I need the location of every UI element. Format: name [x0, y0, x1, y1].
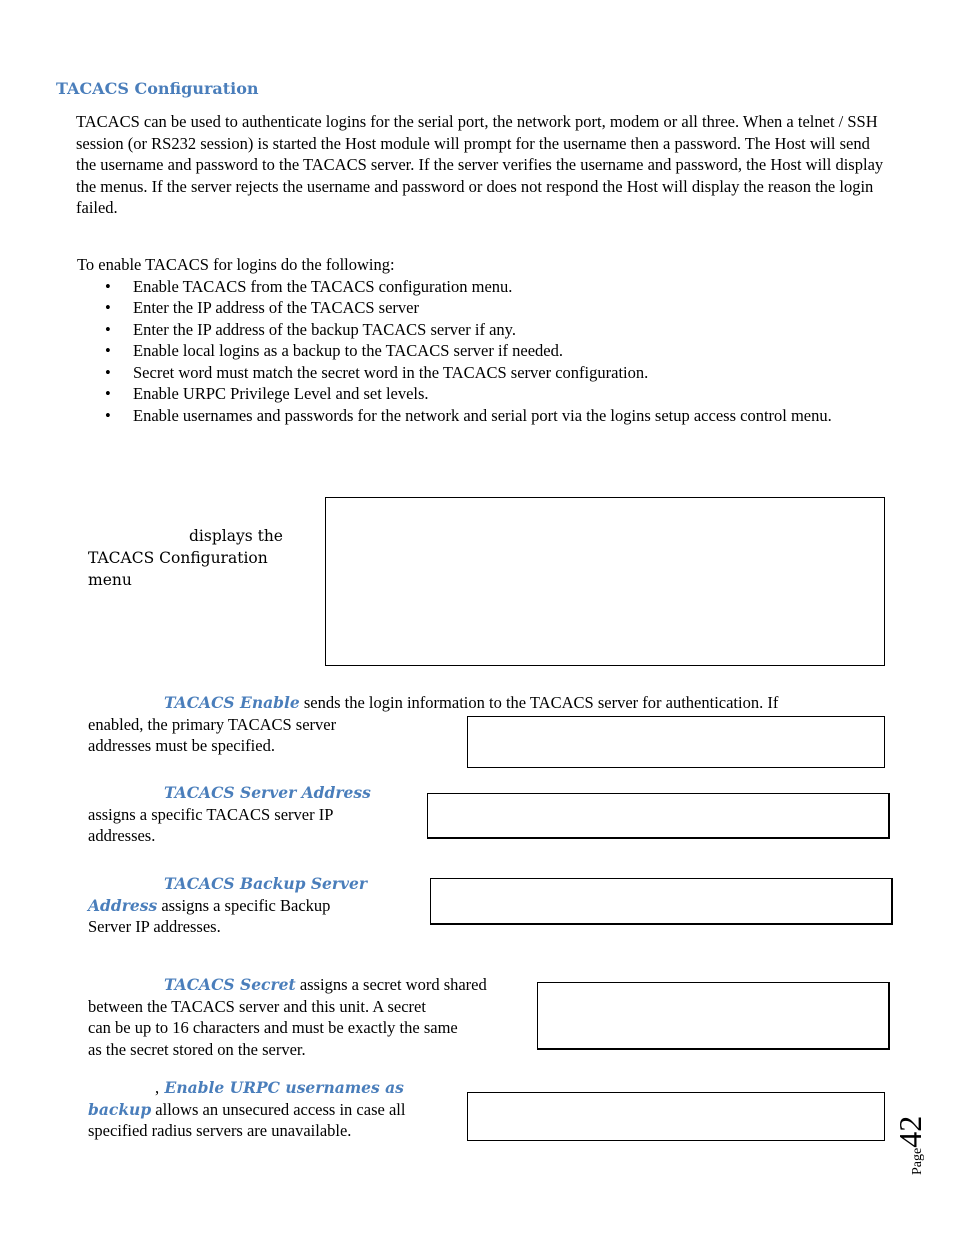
list-item: • Enter the IP address of the backup TACACS server if any. [105, 319, 516, 339]
backup-server-image-frame [430, 878, 893, 925]
menu-image-frame [325, 497, 885, 666]
urpc-backup-description: , Enable URPC usernames as backup allows an unsecured access in case all specified radius servers are unavailable. [88, 1078, 406, 1140]
secret-description: TACACS Secret assigns a secret word shared between the TACACS server and this unit. A secret can be up to 16 characters and must be exactly the same as the secret stored on the server. [88, 975, 487, 1059]
enable-intro-text: To enable TACACS for logins do the following: [77, 255, 395, 274]
page-number [892, 1095, 940, 1175]
secret-image-frame [537, 982, 890, 1050]
server-address-description: TACACS Server Address assigns a specific TACACS server IP addresses. [88, 783, 371, 845]
bullet: • [105, 341, 111, 360]
list-item: • Enable TACACS from the TACACS configuration menu. [105, 276, 513, 296]
urpc-backup-term: Enable URPC usernames as [159, 1078, 404, 1097]
urpc-backup-image-frame [467, 1092, 885, 1141]
bullet: • [105, 405, 111, 425]
list-item: • Secret word must match the secret word in the TACACS server configuration. [105, 362, 649, 382]
enable-instructions [77, 254, 877, 426]
enable-image-frame [467, 716, 885, 768]
server-address-image-frame [427, 793, 890, 839]
page-word: Page [910, 1147, 925, 1175]
enable-description: TACACS Enable sends the login information to the TACACS server for authentication. If enabled, the primary TACACS server addresses must be specified. [88, 693, 779, 755]
list-item: • Enable local logins as a backup to the TACACS server if needed. [105, 341, 564, 360]
steps-list [77, 276, 877, 427]
list-item: • Enable usernames and passwords for the network and serial port via the logins setup access control menu. [105, 405, 832, 425]
bullet: • [105, 298, 111, 317]
bullet: • [105, 276, 111, 296]
bullet: • [105, 362, 111, 382]
list-item: • Enable URPC Privilege Level and set levels. [105, 384, 429, 403]
bullet: • [105, 384, 111, 403]
bullet: • [105, 319, 111, 339]
section-heading: TACACS Configuration [56, 79, 259, 98]
menu-caption: displays the TACACS Configuration menu [88, 527, 283, 589]
enable-term: TACACS Enable [164, 693, 300, 712]
backup-server-term: TACACS Backup Server [164, 874, 368, 893]
list-item: • Enter the IP address of the TACACS server [105, 298, 419, 317]
page-number-value: 42 [892, 1115, 928, 1148]
intro-paragraph: TACACS can be used to authenticate logins for the serial port, the network port, modem or all three. When a telnet / SSH session (or RS232 session) is started the Host module will prompt for the username then a password. The Host will send the username and password to the TACACS server. If the server verifies the username and password, the Host will display the menus. If the server rejects the username and password or does not respond the Host will display the reason the login failed. [76, 112, 884, 217]
secret-term: TACACS Secret [164, 975, 296, 994]
backup-server-description: TACACS Backup Server Address assigns a specific Backup Server IP addresses. [88, 874, 368, 936]
server-address-term: TACACS Server Address [164, 783, 371, 802]
